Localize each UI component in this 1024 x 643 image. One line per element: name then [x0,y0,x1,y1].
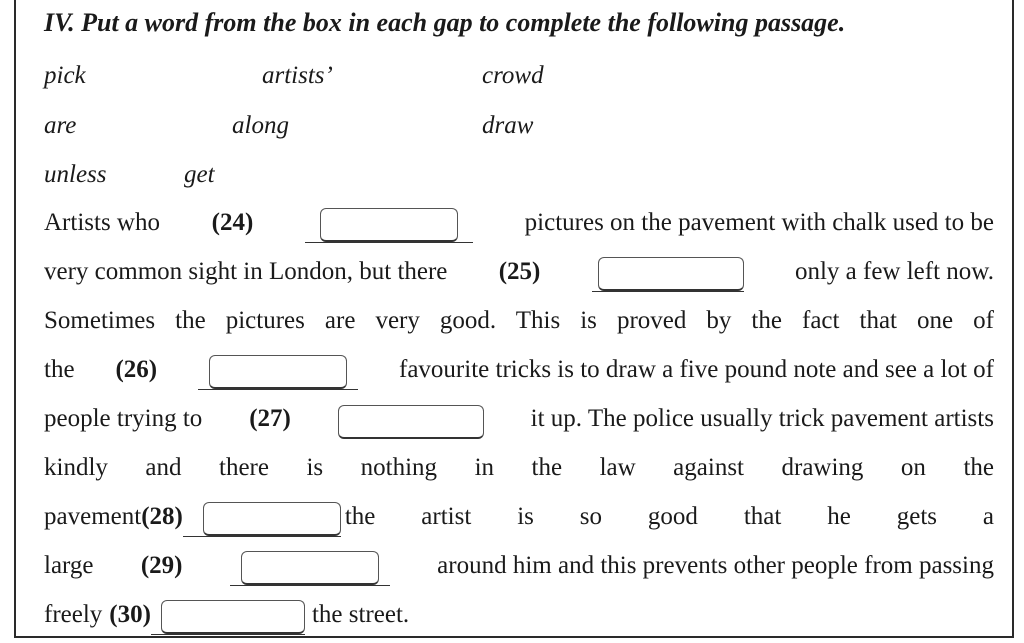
passage-text: kindly and there is nothing in the law against drawing on the [44,454,994,481]
passage-line [44,590,994,639]
passage-line [44,296,994,345]
gap-29-box[interactable] [241,551,379,585]
passage-text: the artist is so good that he gets a [344,503,994,530]
passage-line [44,247,994,296]
gap-27-box[interactable] [338,405,484,439]
gap-25-box[interactable] [598,257,744,291]
gap-26[interactable] [198,349,358,390]
word-option: artists’ [262,62,333,89]
passage-text: the street. [311,601,410,628]
passage-text: large [44,552,94,579]
gap-28-box[interactable] [203,502,341,536]
gap-number-27: (27) [249,405,291,432]
gap-30[interactable] [151,594,305,635]
passage-line [44,492,994,541]
passage-text: pictures on the pavement with chalk used to be [524,209,994,236]
passage-text: pavement [44,503,142,530]
passage-line [44,394,994,443]
passage-line [44,443,994,492]
word-option: are [44,112,77,139]
gap-27[interactable] [338,399,484,439]
passage-line [44,541,994,590]
word-option: unless [44,161,107,188]
gap-25[interactable] [592,251,744,292]
passage-text: only a few left now. [794,258,994,285]
gap-number-28: (28) [141,503,183,530]
gap-24[interactable] [305,202,473,243]
gap-24-box[interactable] [320,208,458,242]
passage-line [44,198,994,247]
exercise-title: IV. Put a word from the box in each gap to complete the following passage. [44,8,846,37]
gap-29[interactable] [230,545,390,586]
gap-30-box[interactable] [161,600,305,634]
gap-26-box[interactable] [209,355,347,389]
gap-number-30: (30) [109,601,151,628]
passage-text: freely [44,601,103,628]
passage-text: it up. The police usually trick pavement artists [530,405,994,432]
gap-28[interactable] [183,496,341,537]
gap-number-29: (29) [140,552,183,579]
gap-number-26: (26) [115,356,158,383]
word-option: crowd [482,62,544,89]
word-option: get [184,161,215,188]
word-option: pick [44,62,86,89]
passage-text: the [44,356,75,383]
gap-number-25: (25) [498,258,541,285]
passage-text: Sometimes the pictures are very good. This is proved by the fact that one of [44,307,994,334]
passage-text: favourite tricks is to draw a five pound note and see a lot of [399,356,994,383]
gap-number-24: (24) [211,209,254,236]
passage-text: very common sight in London, but there [44,258,448,285]
word-option: draw [482,112,534,139]
passage-line [44,345,994,394]
word-option: along [232,112,289,139]
passage-text: around him and this prevents other people from passing [437,552,994,579]
passage-text: Artists who [44,209,160,236]
passage-text: people trying to [44,405,203,432]
